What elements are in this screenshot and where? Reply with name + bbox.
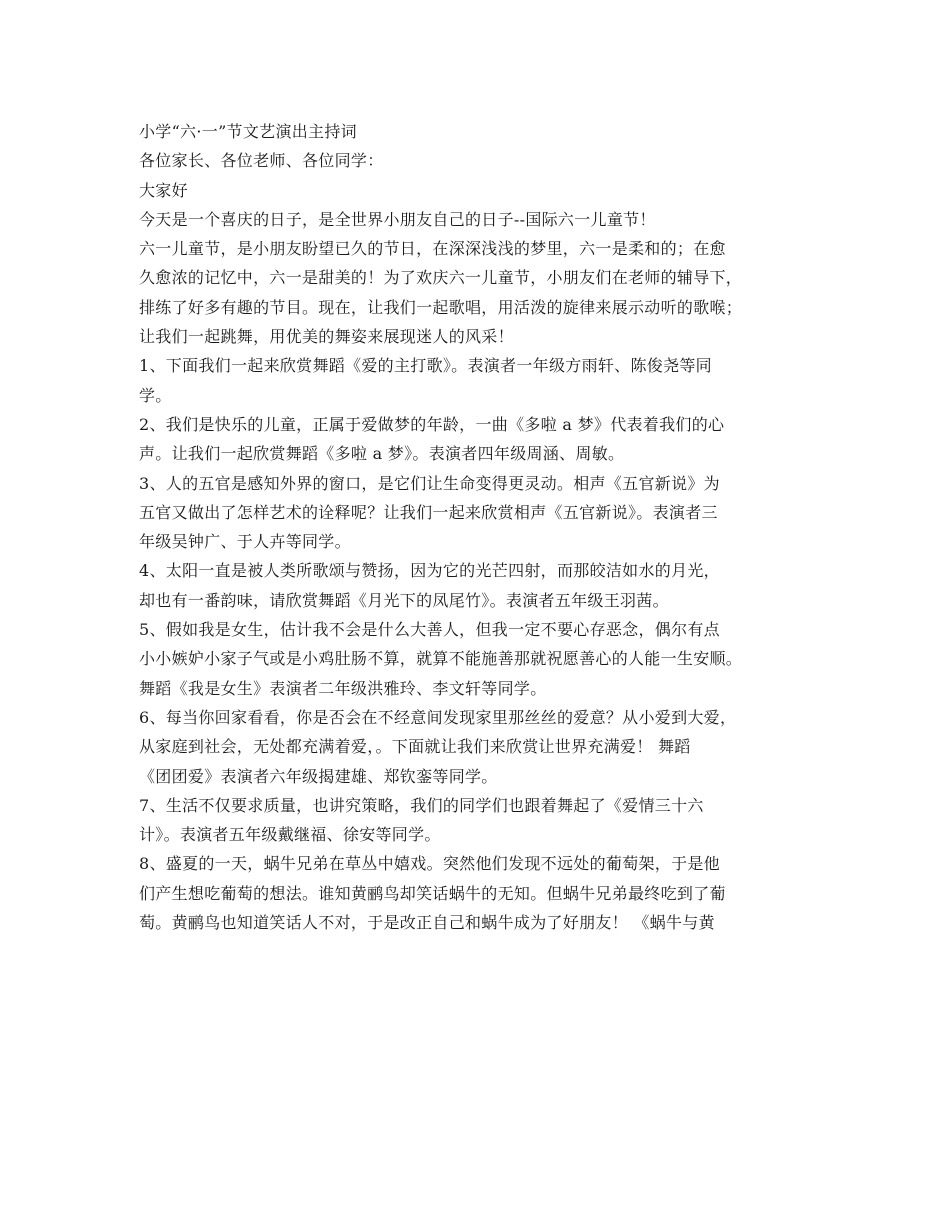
text-line: 6、每当你回家看看，你是否会在不经意间发现家里那丝丝的爱意？从小爱到大爱， — [139, 707, 737, 727]
text-line: 让我们一起跳舞，用优美的舞姿来展现迷人的风采！ — [139, 327, 514, 347]
text-line: 学。 — [139, 385, 172, 405]
text-line: 小小嫉妒小家子气或是小鸡肚肠不算，就算不能施善那就祝愿善心的人能一生安顺。 — [139, 649, 743, 669]
text-line: 舞蹈《我是女生》表演者二年级洪雅玲、李文轩等同学。 — [139, 678, 547, 698]
text-line: 7、生活不仅要求质量，也讲究策略，我们的同学们也跟着舞起了《爱情三十六 — [139, 795, 704, 815]
text-line: 3、人的五官是感知外界的窗口，是它们让生命变得更灵动。相声《五官新说》为 — [139, 473, 720, 493]
text-line: 今天是一个喜庆的日子，是全世界小朋友自己的日子--国际六一儿童节！ — [139, 209, 656, 229]
text-line: 2、我们是快乐的儿童，正属于爱做梦的年龄，一曲《多啦 a 梦》代表着我们的心 — [139, 414, 725, 434]
text-line: 久愈浓的记忆中，六一是甜美的！为了欢庆六一儿童节，小朋友们在老师的辅导下， — [139, 268, 743, 288]
salutation: 各位家长、各位老师、各位同学： — [139, 151, 384, 171]
text-line: 年级吴钟广、于人卉等同学。 — [139, 532, 351, 552]
text-line: 五官又做出了怎样艺术的诠释呢？让我们一起来欣赏相声《五官新说》。表演者三 — [139, 502, 718, 522]
text-line: 计》。表演者五年级戴继福、徐安等同学。 — [139, 825, 441, 845]
text-line: 8、盛夏的一天，蜗牛兄弟在草丛中嬉戏。突然他们发现不远处的葡萄架，于是他 — [139, 854, 720, 874]
text-line: 《团团爱》表演者六年级揭建雄、郑钦銮等同学。 — [139, 766, 498, 786]
text-line: 5、假如我是女生，估计我不会是什么大善人，但我一定不要心存恶念，偶尔有点 — [139, 620, 720, 640]
text-line: 4、太阳一直是被人类所歌颂与赞扬，因为它的光芒四射，而那皎洁如水的月光， — [139, 561, 720, 581]
text-line: 声。让我们一起欣赏舞蹈《多啦 a 梦》。表演者四年级周涵、周敏。 — [139, 444, 625, 464]
greeting: 大家好 — [139, 180, 188, 200]
document-body — [139, 117, 829, 937]
text-line: 从家庭到社会，无处都充满着爱，。下面就让我们来欣赏让世界充满爱！ 舞蹈 — [139, 737, 691, 757]
text-line: 们产生想吃葡萄的想法。谁知黄鹂鸟却笑话蜗牛的无知。但蜗牛兄弟最终吃到了葡 — [139, 883, 726, 903]
text-line: 却也有一番韵味，请欣赏舞蹈《月光下的凤尾竹》。表演者五年级王羽茜。 — [139, 590, 669, 610]
document-title: 小学“六·一”节文艺演出主持词 — [139, 122, 357, 141]
text-line: 萄。黄鹂鸟也知道笑话人不对，于是改正自己和蜗牛成为了好朋友！ 《蜗牛与黄 — [139, 913, 715, 933]
text-line: 排练了好多有趣的节目。现在，让我们一起歌唱，用活泼的旋律来展示动听的歌喉； — [139, 297, 743, 317]
text-line: 六一儿童节，是小朋友盼望已久的节日，在深深浅浅的梦里，六一是柔和的；在愈 — [139, 239, 726, 259]
text-line: 1、下面我们一起来欣赏舞蹈《爱的主打歌》。表演者一年级方雨轩、陈俊尧等同 — [139, 356, 712, 376]
